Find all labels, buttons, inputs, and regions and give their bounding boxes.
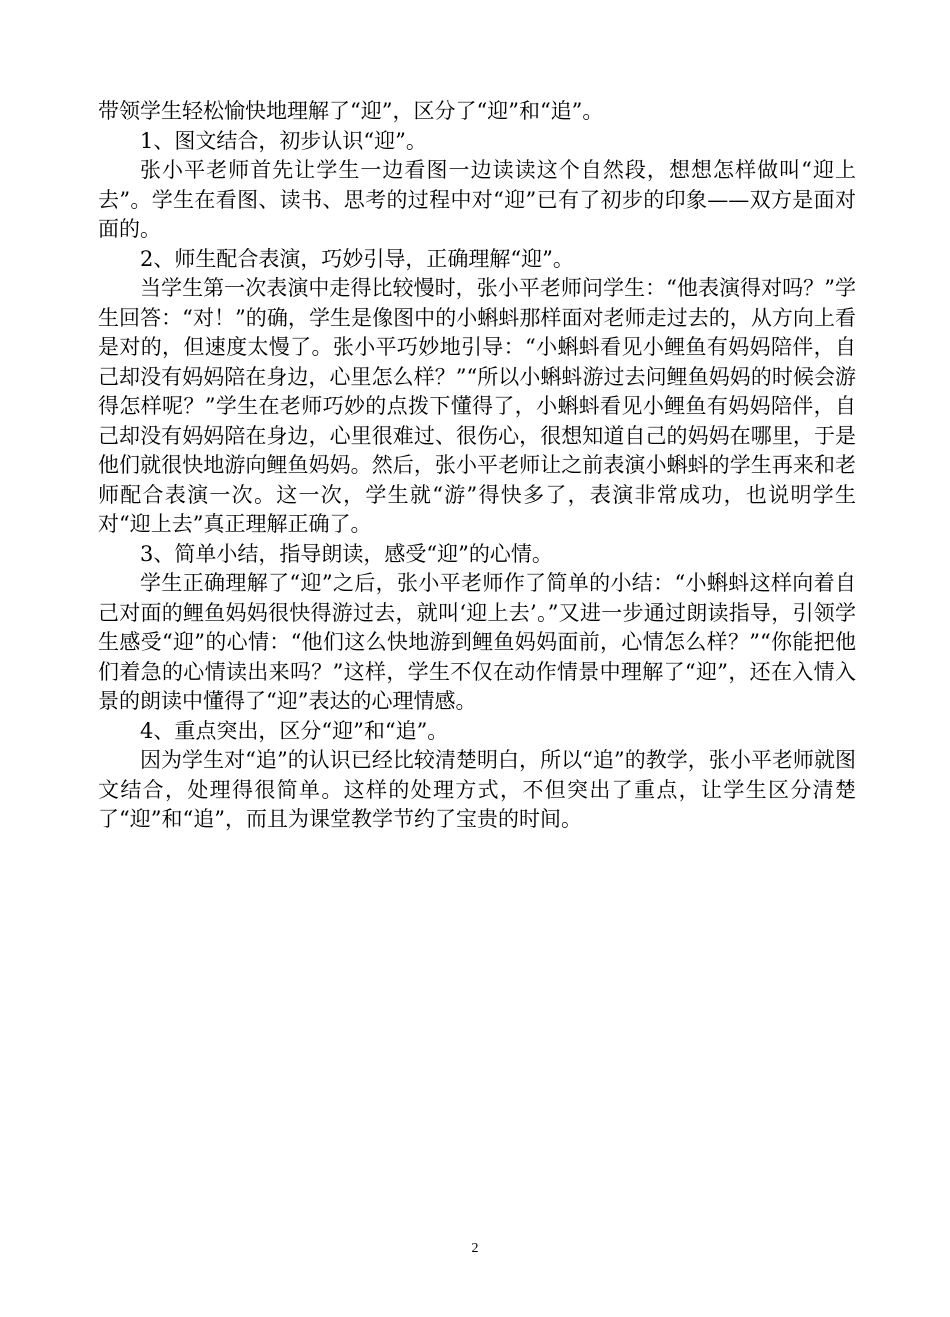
section-heading-2: 2、师生配合表演，巧妙引导，正确理解“迎”。 [140,246,574,271]
paragraph-4: 因为学生对“追”的认识已经比较清楚明白，所以“追”的教学，张小平老师就图文结合，处理得很简单。这样的处理方式，不但突出了重点，让学生区分清楚了“迎”和“追”，而且为课堂教学节约了宝贵的时间。 [98,748,856,831]
paragraph-3: 学生正确理解了“迎”之后，张小平老师作了简单的小结：“小蝌蚪这样向着自己对面的鲤鱼妈妈很快得游过去，就叫‘迎上去’。”又进一步通过朗读指导，引领学生感受“迎”的心情：“他们这么快地游到鲤鱼妈妈面前，心情怎么样？”“你能把他们着急的心情读出来吗？”这样，学生不仅在动作情景中理解了“迎”，还在入情入景的朗读中懂得了“迎”表达的心理情感。 [98,571,856,713]
section-heading-3: 3、简单小结，指导朗读，感受“迎”的心情。 [140,541,553,566]
paragraph-continuation: 带领学生轻松愉快地理解了“迎”，区分了“迎”和“追”。 [98,99,604,123]
paragraph-2: 当学生第一次表演中走得比较慢时，张小平老师问学生：“他表演得对吗？”学生回答：“对！”的确，学生是像图中的小蝌蚪那样面对老师走过去的，从方向上看是对的，但速度太慢了。张小平巧妙地引导：“小蝌蚪看见小鲤鱼有妈妈陪伴，自己却没有妈妈陪在身边，心里怎么样？”“所以小蝌蚪游过去问鲤鱼妈妈的时候会游得怎样呢？”学生在老师巧妙的点拨下懂得了，小蝌蚪看见小鲤鱼有妈妈陪伴，自己却没有妈妈陪在身边，心里很难过、很伤心，很想知道自己的妈妈在哪里，于是他们就很快地游向鲤鱼妈妈。然后，张小平老师让之前表演小蝌蚪的学生再来和老师配合表演一次。这一次，学生就“游”得快多了，表演非常成功，也说明学生对“迎上去”真正理解正确了。 [98,276,856,536]
document-body [98,97,856,835]
paragraph-1: 张小平老师首先让学生一边看图一边读读这个自然段，想想怎样做叫“迎上去”。学生在看图、读书、思考的过程中对“迎”已有了初步的印象——双方是面对面的。 [98,158,856,241]
section-heading-1: 1、图文结合，初步认识“迎”。 [140,128,427,153]
page-number: 2 [471,1241,479,1256]
section-heading-4: 4、重点突出，区分“迎”和“追”。 [140,718,449,743]
